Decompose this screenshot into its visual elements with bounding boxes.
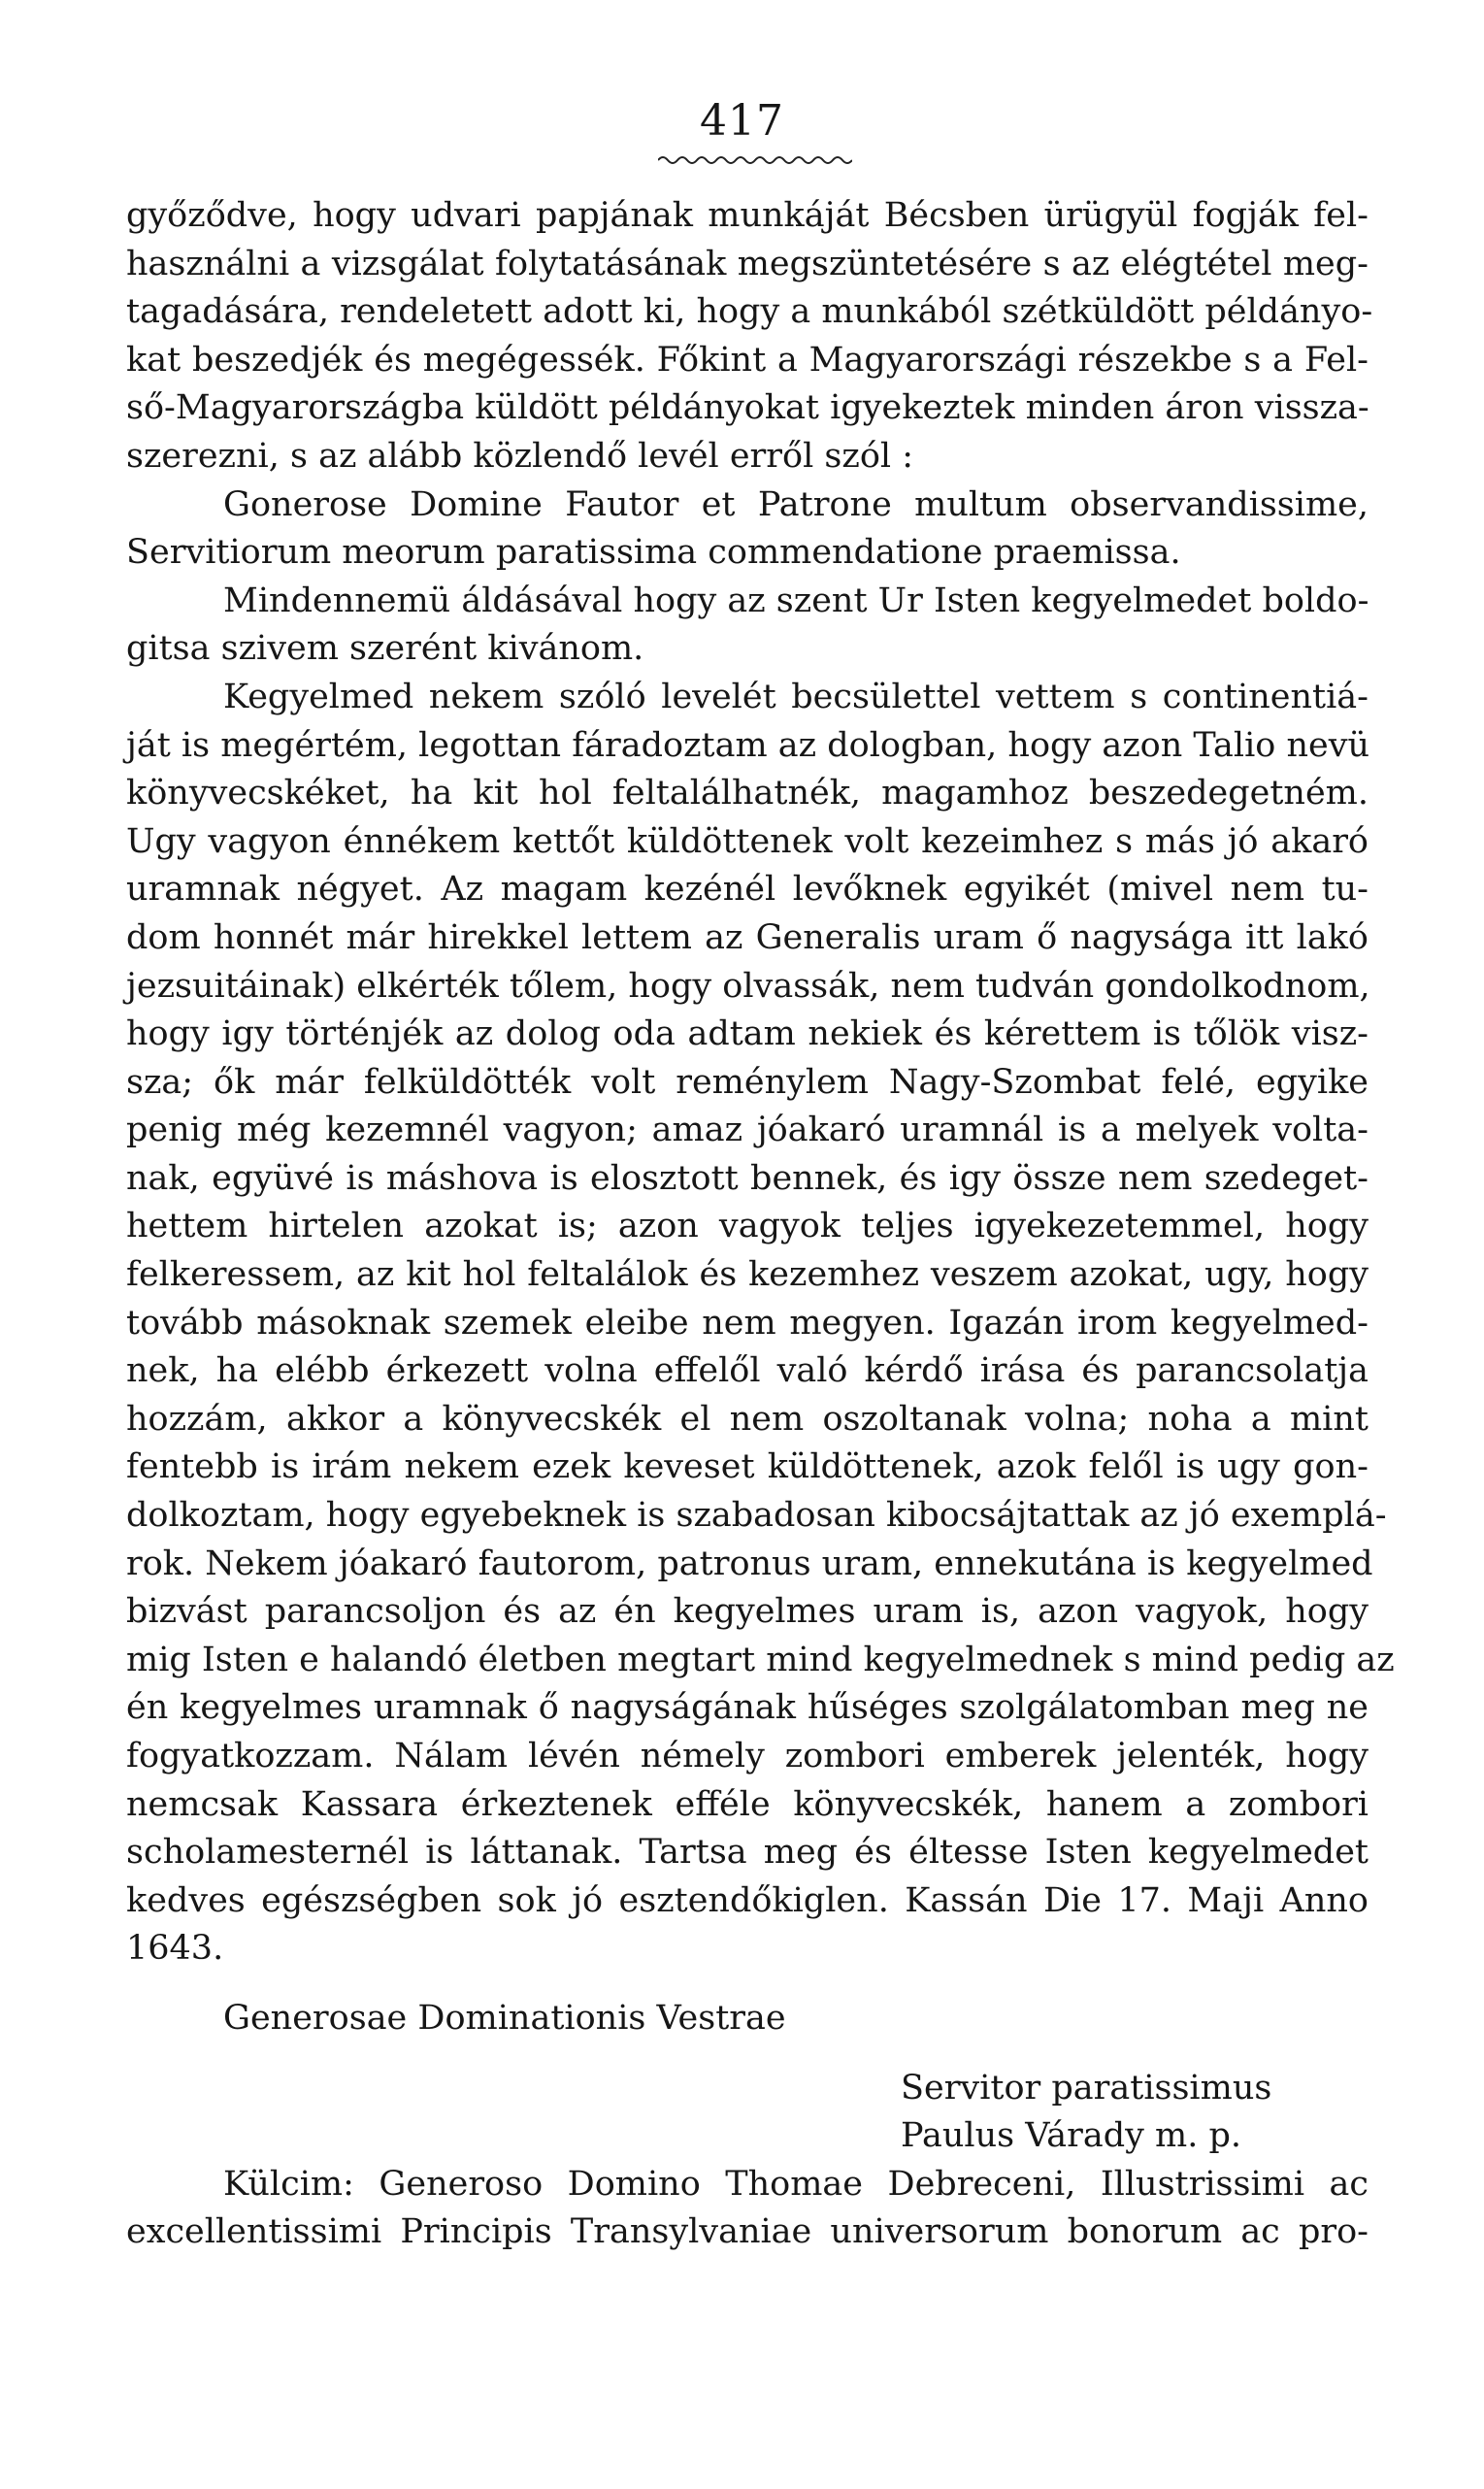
letter-line: mig Isten e halandó életben megtart mind kegyelmednek s mind pedig az [126,1640,1395,1679]
letter-line: sza; ők már felküldötték volt reménylem Nagy-Szombat felé, egyike [126,1062,1369,1102]
letter-line: scholamesternél is láttanak. Tartsa meg és éltesse Isten kegyelmedet [126,1833,1369,1873]
letter-line: tovább másoknak szemek eleibe nem megyen. Igazán irom kegyelmed- [126,1303,1369,1343]
intro-line: szerezni, s az alább közlendő levél erről szól : [126,436,913,476]
blessing-line: gitsa szivem szerént kivánom. [126,629,644,669]
letter-line: nak, együvé is máshova is elosztott bennek, és igy össze nem szedeget- [126,1158,1369,1198]
letter-line: hozzám, akkor a könyvecskék el nem oszoltanak volna; noha a mint [126,1399,1369,1439]
intro-line: használni a vizsgálat folytatásának megszüntetésére s az elégtétel meg- [126,244,1369,283]
letter-line: jezsuitáinak) elkérték tőlem, hogy olvassák, nem tudván gondolkodnom, [126,966,1370,1006]
intro-line: győződve, hogy udvari papjának munkáját Bécsben ürügyül fogják fel- [126,196,1369,235]
letter-line: penig még kezemnél vagyon; amaz jóakaró uramnál is a melyek volta- [126,1111,1369,1150]
letter-line: Kegyelmed nekem szóló levelét becsülettel vettem s continentiá- [223,677,1369,716]
wavy-rule-ornament [658,153,852,167]
letter-line: dolkoztam, hogy egyebeknek is szabadosan kibocsájtattak az jó exemplá- [126,1496,1387,1536]
letter-line: fentebb is irám nekem ezek keveset küldöttenek, azok felől is ugy gon- [126,1447,1369,1487]
signature-name: Paulus Várady m. p. [901,2116,1242,2156]
letter-line: hogy igy történjék az dolog oda adtam nekiek és kérettem is tőlök visz- [126,1014,1369,1054]
letter-line: hettem hirtelen azokat is; azon vagyok teljes igyekezetemmel, hogy [126,1207,1369,1246]
letter-line: fogyatkozzam. Nálam lévén némely zombori emberek jelenték, hogy [126,1737,1369,1775]
letter-line: uramnak négyet. Az magam kezénél levőknek egyikét (mivel nem tu- [126,870,1369,910]
closing-formula: Generosae Dominationis Vestrae [223,1998,786,2038]
letter-line: nek, ha elébb érkezett volna effelől való kérdő irása és parancsolatja [126,1351,1369,1391]
letter-line: nemcsak Kassara érkeztenek efféle könyvecskék, hanem a zombori [126,1784,1369,1824]
letter-line: én kegyelmes uramnak ő nagyságának hűséges szolgálatomban meg ne [126,1688,1369,1728]
intro-line: kat beszedjék és megégessék. Főkint a Magyarországi részekbe s a Fel- [126,340,1369,380]
letter-line: bizvást parancsoljon és az én kegyelmes uram is, azon vagyok, hogy [126,1592,1369,1632]
signature-title: Servitor paratissimus [901,2068,1272,2107]
letter-line: rok. Nekem jóakaró fautorom, patronus uram, ennekutána is kegyelmed [126,1543,1373,1583]
letter-line: ját is megértém, legottan fáradoztam az dologban, hogy azon Talio nevü [126,725,1370,765]
page-number: 417 [700,96,784,146]
salutation-line: Gonerose Domine Fautor et Patrone multum observandissime, [223,484,1369,524]
salutation-line: Servitiorum meorum paratissima commendatione praemissa. [126,533,1181,573]
blessing-line: Mindennemü áldásával hogy az szent Ur Isten kegyelmedet boldo- [223,581,1369,620]
letter-date-end: 1643. [126,1929,224,1969]
letter-line: dom honnét már hirekkel lettem az Generalis uram ő nagysága itt lakó [126,917,1369,957]
address-line: excellentissimi Principis Transylvaniae universorum bonorum ac pro- [126,2212,1369,2252]
letter-line: könyvecskéket, ha kit hol feltalálhatnék, magamhoz beszedegetném. [126,774,1369,813]
intro-line: ső-Magyarországba küldött példányokat igyekeztek minden áron vissza- [126,388,1369,428]
address-line: Külcim: Generoso Domino Thomae Debreceni, Illustrissimi ac [223,2164,1369,2204]
letter-line: kedves egészségben sok jó esztendőkiglen. Kassán Die 17. Maji Anno [126,1880,1369,1920]
intro-line: tagadására, rendeletett adott ki, hogy a munkából szétküldött példányo- [126,292,1373,332]
main-text [126,192,1395,2257]
letter-line: Ugy vagyon énnékem kettőt küldöttenek volt kezeimhez s más jó akaró [126,821,1369,861]
letter-line: felkeressem, az kit hol feltalálok és kezemhez veszem azokat, ugy, hogy [126,1255,1369,1295]
